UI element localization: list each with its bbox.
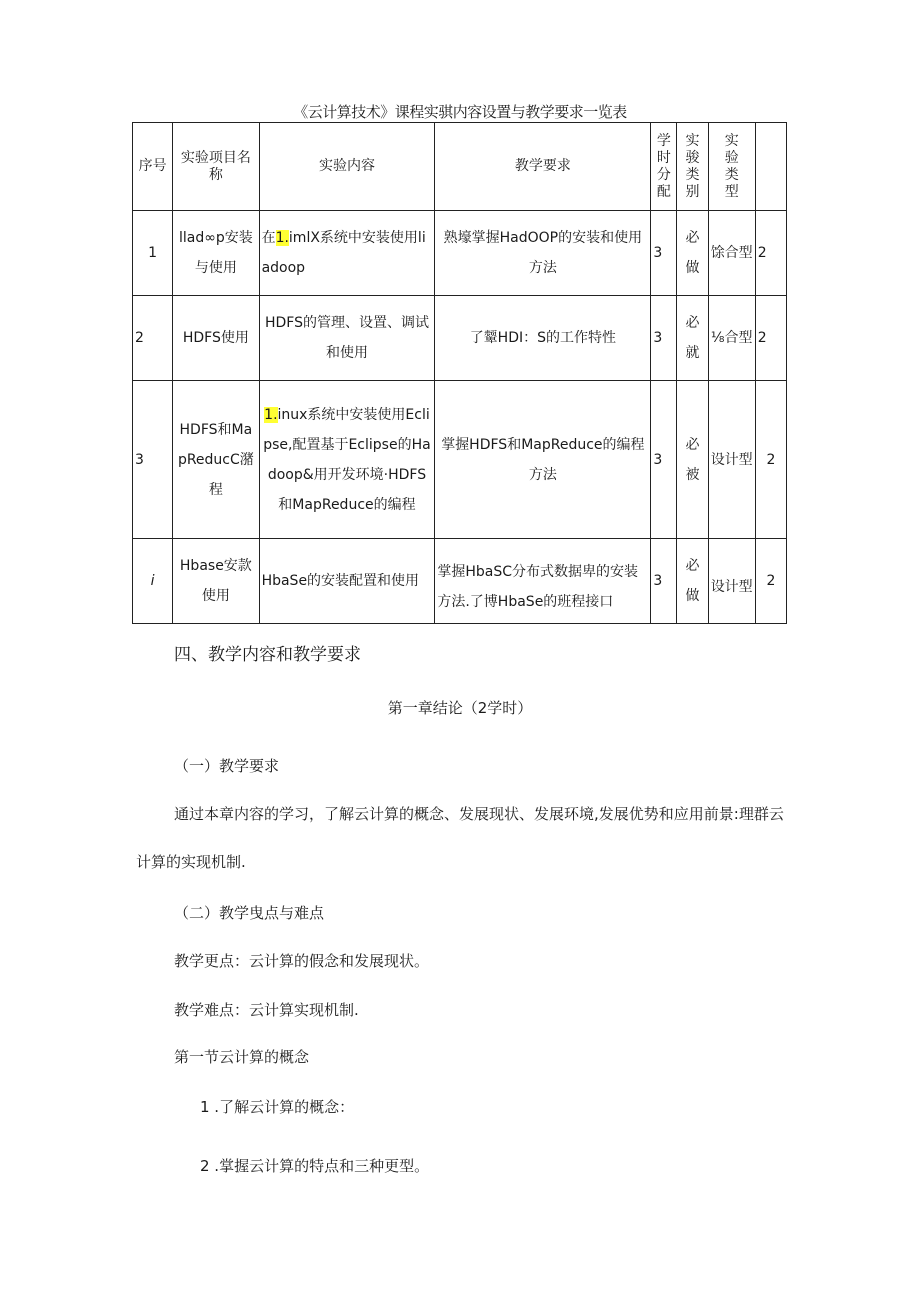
header-category: 实骏类别 bbox=[677, 123, 708, 211]
paragraph-line-1: 通过本章内容的学习，了解云计算的概念、发展现状、发展环境,发展优势和应用前景:理群云 bbox=[174, 805, 784, 823]
row4-requirement: 掌握HbaSC分布式数据卑的安装方法.了博HbaSe的班程接口 bbox=[435, 539, 651, 624]
list-item: 1 .了解云计算的概念： bbox=[200, 1098, 355, 1116]
row4-hours: 3 bbox=[651, 539, 677, 624]
row1-seq: 1 bbox=[133, 211, 173, 296]
table-row bbox=[133, 296, 787, 381]
list-item: 2 .掌握云计算的特点和三种更型。 bbox=[200, 1157, 430, 1175]
table-caption: 《云计算技术》课程实骐内容设置与教学要求一览表 bbox=[293, 103, 627, 121]
row4-content: HbaSe的安装配置和使用 bbox=[259, 539, 435, 624]
row2-category: 必就 bbox=[677, 296, 708, 381]
row3-hours: 3 bbox=[651, 381, 677, 539]
row3-name: HDFS和MapReducC潴程 bbox=[173, 381, 259, 539]
row3-category: 必被 bbox=[677, 381, 708, 539]
header-content: 实验内容 bbox=[259, 123, 435, 211]
row3-content-post: inux系统中安装使用Eclipse,配置基于Eclipse的Hadoop&用开发环境·HDFS和MapReduce的编程 bbox=[263, 406, 431, 513]
row4-seq: i bbox=[133, 539, 173, 624]
header-hours: 学时分配 bbox=[651, 123, 677, 211]
table-header-row bbox=[133, 123, 787, 211]
row2-type: ⅛合型 bbox=[708, 296, 755, 381]
row1-type: 馀合型 bbox=[708, 211, 755, 296]
row1-extra: 2 bbox=[755, 211, 786, 296]
header-requirement: 教学要求 bbox=[435, 123, 651, 211]
row4-extra: 2 bbox=[755, 539, 786, 624]
row3-seq: 3 bbox=[133, 381, 173, 539]
header-extra bbox=[755, 123, 786, 211]
row2-extra: 2 bbox=[755, 296, 786, 381]
row1-requirement: 熟壕掌握HadOOP的安装和使用方法 bbox=[435, 211, 651, 296]
table-row bbox=[133, 211, 787, 296]
experiment-table bbox=[132, 122, 787, 624]
row1-hours: 3 bbox=[651, 211, 677, 296]
row2-seq: 2 bbox=[133, 296, 173, 381]
key-point-text: 教学更点：云计算的假念和发展现状。 bbox=[174, 952, 430, 970]
header-type: 实验类型 bbox=[708, 123, 755, 211]
row4-category: 必做 bbox=[677, 539, 708, 624]
row2-requirement: 了颦HDI：S的工作特性 bbox=[435, 296, 651, 381]
row1-content-highlight: 1. bbox=[275, 230, 289, 246]
section-title: 第一节云计算的概念 bbox=[174, 1048, 310, 1066]
subheading-key-points: （二）教学曳点与难点 bbox=[174, 904, 325, 922]
row4-name: Hbase安款使用 bbox=[173, 539, 259, 624]
row1-content-post: imlX系统中安装使用liadoop bbox=[261, 230, 426, 276]
difficulty-text: 教学难点：云计算实现机制. bbox=[174, 1001, 359, 1019]
row1-content bbox=[259, 211, 435, 296]
row4-type: 设计型 bbox=[708, 539, 755, 624]
row1-name: llad∞p安装与使用 bbox=[173, 211, 259, 296]
table-row bbox=[133, 381, 787, 539]
chapter-title: 第一章结论（2学时） bbox=[387, 699, 533, 717]
header-name: 实验项目名称 bbox=[173, 123, 259, 211]
row2-hours: 3 bbox=[651, 296, 677, 381]
row1-content-pre: 在 bbox=[261, 230, 276, 246]
header-seq: 序号 bbox=[133, 123, 173, 211]
row3-type: 设计型 bbox=[708, 381, 755, 539]
table-row bbox=[133, 539, 787, 624]
row3-content-highlight: 1. bbox=[264, 406, 278, 423]
row3-requirement: 掌握HDFS和MapReduce的编程方法 bbox=[435, 381, 651, 539]
paragraph-line-2: 计算的实现机制. bbox=[136, 853, 246, 871]
row1-category: 必做 bbox=[677, 211, 708, 296]
row2-name: HDFS使用 bbox=[173, 296, 259, 381]
row3-extra: 2 bbox=[755, 381, 786, 539]
section-heading: 四、教学内容和教学要求 bbox=[174, 645, 361, 665]
row3-content bbox=[259, 381, 435, 539]
subheading-requirements: （一）教学要求 bbox=[174, 757, 280, 775]
row2-content: HDFS的管理、设置、调试和使用 bbox=[259, 296, 435, 381]
